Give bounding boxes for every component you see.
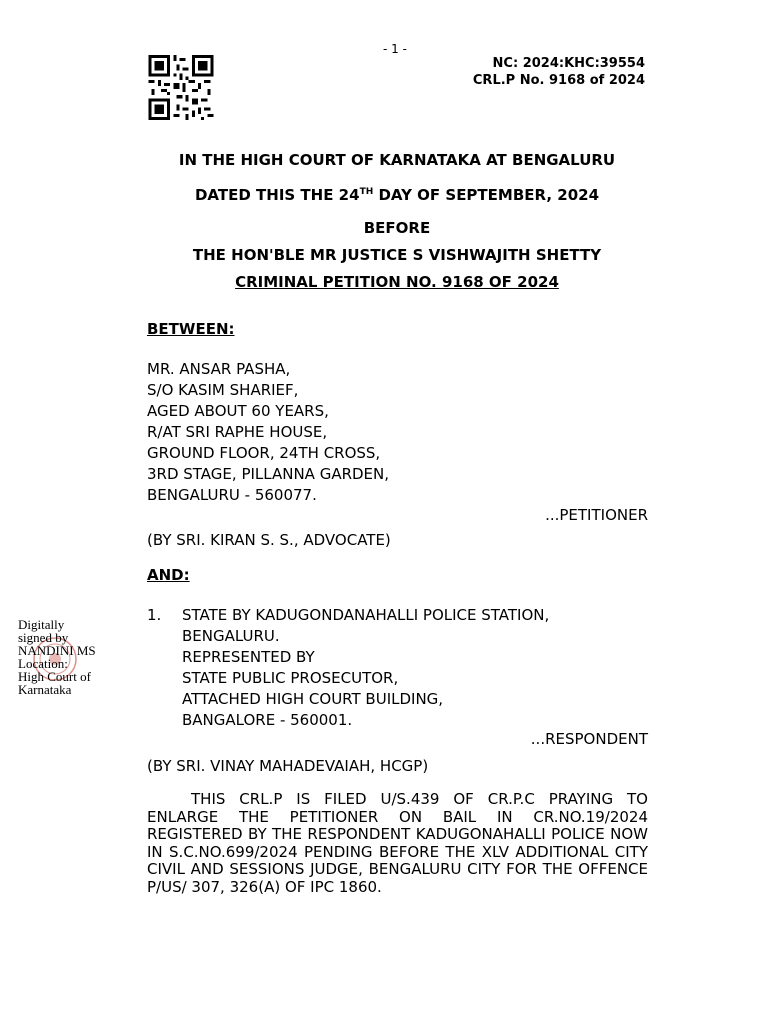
signature-line: NANDINI MS (18, 643, 96, 658)
petitioner-role: ...PETITIONER (545, 506, 648, 524)
address-line: 3RD STAGE, PILLANNA GARDEN, (147, 465, 390, 483)
respondent-number: 1. (147, 606, 162, 624)
address-line: R/AT SRI RAPHE HOUSE, (147, 423, 328, 441)
before-label: BEFORE (363, 219, 431, 237)
neutral-citation: NC: 2024:KHC:39554 (492, 56, 645, 71)
address-line: S/O KASIM SHARIEF, (147, 381, 299, 399)
address-line: MR. ANSAR PASHA, (147, 360, 291, 378)
signature-line: Karnataka (18, 682, 72, 697)
address-line: BENGALURU - 560077. (147, 486, 317, 504)
case-reference-block (473, 55, 645, 89)
prayer-paragraph: THIS CRL.P IS FILED U/S.439 OF CR.P.C PRAYING TO ENLARGE THE PETITIONER ON BAIL IN CR.NO.19/2024 REGISTERED BY THE RESPONDENT KADUGONAHALLI POLICE NOW IN S.C.NO.699/2024 PENDING BEFORE THE XLV ADDITIONAL CITY CIVIL AND SESSIONS JUDGE, BENGALURU CITY FOR THE OFFENCE P/US/ 307, 326(A) OF IPC 1860. (147, 790, 648, 896)
petition-title: CRIMINAL PETITION NO. 9168 OF 2024 (235, 273, 559, 291)
and-label: AND: (147, 566, 190, 584)
petitioner-counsel: (BY SRI. KIRAN S. S., ADVOCATE) (147, 531, 391, 549)
address-line: BENGALURU. (182, 627, 280, 645)
signature-line: Digitally (18, 617, 65, 632)
between-label: BETWEEN: (147, 320, 235, 338)
signature-line: signed by (18, 630, 69, 645)
signature-line: Location: (18, 656, 68, 671)
respondent-address (182, 605, 549, 731)
address-line: REPRESENTED BY (182, 648, 315, 666)
address-line: BANGALORE - 560001. (182, 711, 353, 729)
qr-code (146, 55, 216, 120)
address-line: GROUND FLOOR, 24TH CROSS, (147, 444, 381, 462)
dated-line: DATED THIS THE 24TH DAY OF SEPTEMBER, 2024 (194, 186, 600, 204)
court-name: IN THE HIGH COURT OF KARNATAKA AT BENGALURU (178, 151, 616, 169)
address-line: ATTACHED HIGH COURT BUILDING, (182, 690, 444, 708)
digital-signature (18, 618, 118, 696)
respondent-counsel: (BY SRI. VINAY MAHADEVAIAH, HCGP) (147, 757, 429, 775)
respondent-role: ...RESPONDENT (530, 730, 648, 748)
address-line: AGED ABOUT 60 YEARS, (147, 402, 329, 420)
address-line: STATE BY KADUGONDANAHALLI POLICE STATION, (182, 606, 550, 624)
case-number: CRL.P No. 9168 of 2024 (472, 73, 645, 88)
page-number: - 1 - (383, 42, 407, 56)
signature-line: High Court of (18, 669, 91, 684)
petitioner-address (147, 359, 389, 506)
address-line: STATE PUBLIC PROSECUTOR, (182, 669, 399, 687)
judge-name: THE HON'BLE MR JUSTICE S VISHWAJITH SHETTY (192, 246, 602, 264)
